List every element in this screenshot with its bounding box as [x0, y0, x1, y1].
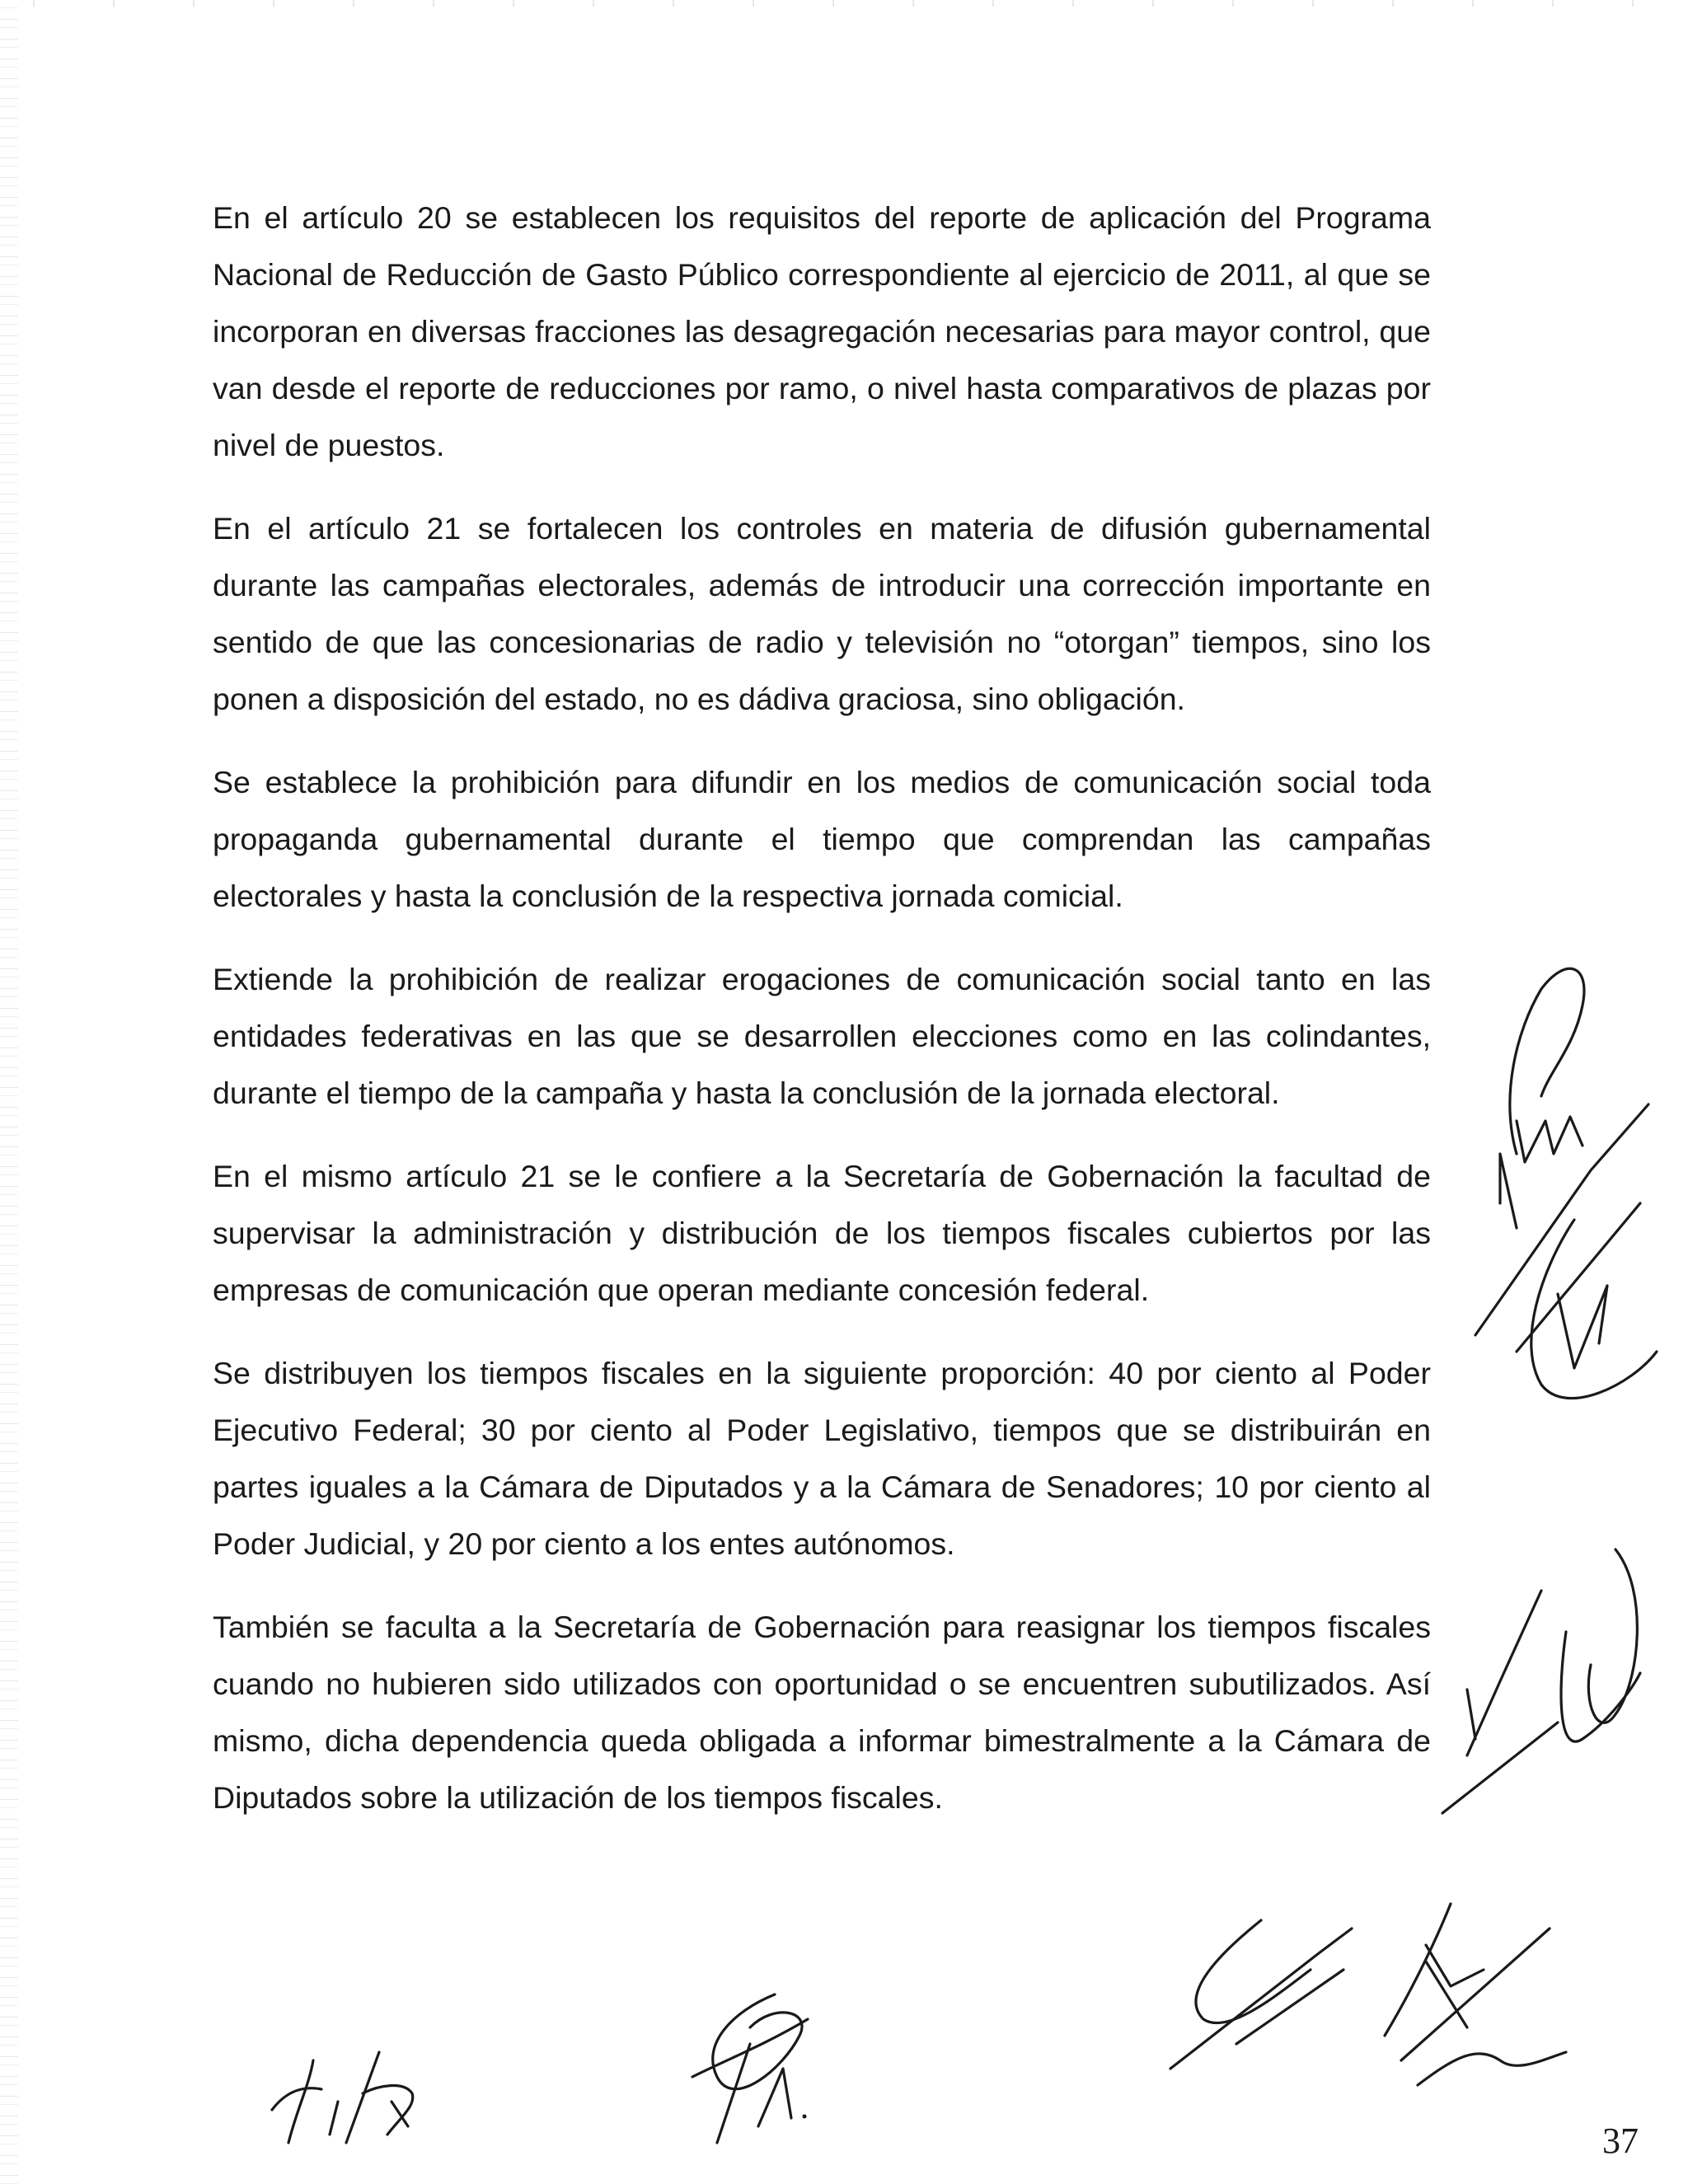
paragraph-articulo-20: En el artículo 20 se establecen los requisitos del reporte de aplicación del Programa Nacional de Reducción de Gasto Público correspondiente al ejercicio de 2011, al que se incorporan en diversas fracciones las desagregación necesarias para mayor control, que van desde el reporte de reducciones por ramo, o nivel hasta comparativos de plazas por nivel de puestos. [213, 200, 1431, 462]
paragraph-reasignacion: También se faculta a la Secretaría de Gobernación para reasignar los tiempos fiscales cuando no hubieren sido utilizados con oportunidad o se encuentren subutilizados. Así mismo, dicha dependencia queda obligada a informar bimestralmente a la Cámara de Diputados sobre la utilización de los tiempos fiscales. [213, 1610, 1431, 1815]
signature-bottom-center [676, 1978, 841, 2159]
paragraph-prohibicion-propaganda: Se establece la prohibición para difundir en los medios de comunicación social toda propaganda gubernamental durante el tiempo que comprendan las campañas electorales y hasta la conclusión de la respectiva jornada comicial. [213, 765, 1431, 913]
page-number: 37 [1602, 2121, 1639, 2161]
paragraph-articulo-21-controles: En el artículo 21 se fortalecen los controles en materia de difusión gubernamental durante las campañas electorales, además de introducir una corrección importante en sentido de que las concesionarias de radio y televisión no “otorgan” tiempos, sino los ponen a disposición del estado, no es dádiva graciosa, sino obligación. [213, 511, 1431, 716]
paragraph-distribucion-tiempos: Se distribuyen los tiempos fiscales en la siguiente proporción: 40 por ciento al Poder Ejecutivo Federal; 30 por ciento al Poder Legislativo, tiempos que se distribuirán en partes iguales a la Cámara de Diputados y a la Cámara de Senadores; 10 por ciento al Poder Judicial, y 20 por ciento a los entes autónomos. [213, 1356, 1431, 1561]
signature-margin-upper [1467, 956, 1665, 1418]
document-body [213, 190, 1431, 1853]
signature-bottom-left [264, 2027, 445, 2159]
scan-top-edge [0, 0, 1688, 7]
signature-bottom-right [1154, 1896, 1615, 2110]
signature-margin-lower [1418, 1541, 1665, 1887]
paragraph-erogaciones: Extiende la prohibición de realizar erogaciones de comunicación social tanto en las entidades federativas en las que se desarrollen elecciones como en las colindantes, durante el tiempo de la campaña y hasta la conclusión de la jornada electoral. [213, 962, 1431, 1110]
scan-left-edge [0, 0, 18, 2184]
paragraph-secretaria-gobernacion: En el mismo artículo 21 se le confiere a la Secretaría de Gobernación la facultad de supervisar la administración y distribución de los tiempos fiscales cubiertos por las empresas de comunicación que operan mediante concesión federal. [213, 1159, 1431, 1307]
